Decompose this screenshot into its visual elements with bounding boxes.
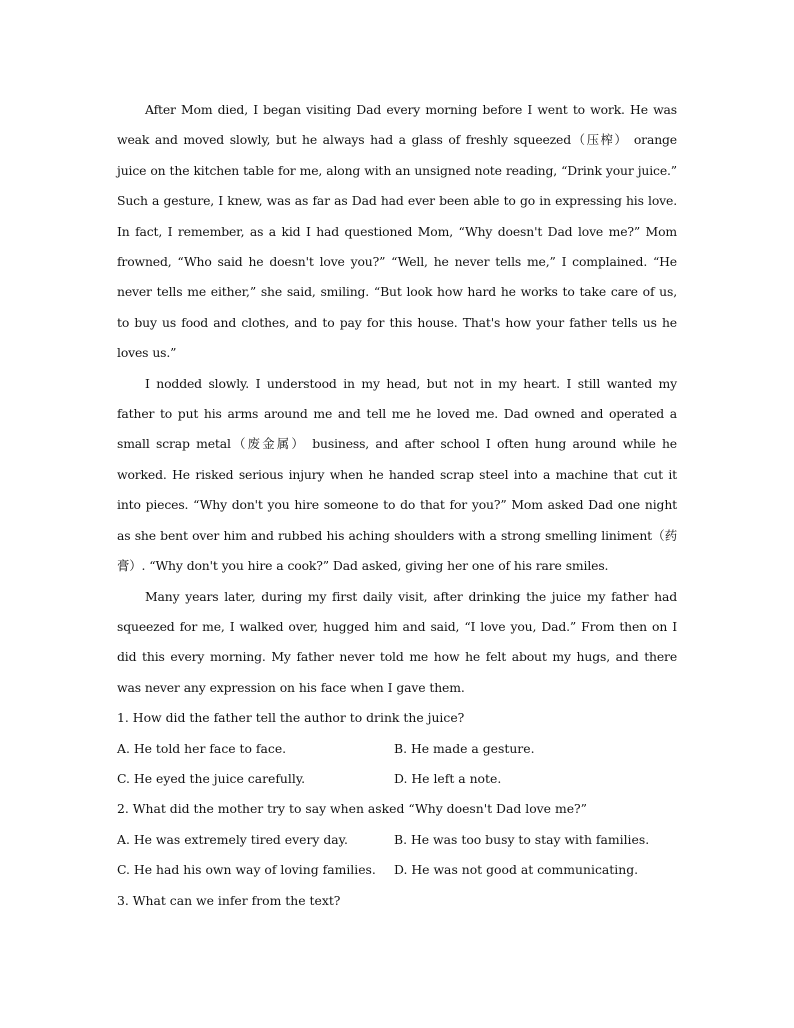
question-2-option-b: B. He was too busy to stay with families. [394, 831, 650, 847]
question-3-stem: 3. What can we infer from the text? [117, 892, 341, 908]
question-1-options-row-1 [117, 734, 677, 764]
question-2-options-row-2 [117, 855, 677, 885]
document-page [117, 95, 677, 916]
question-1-option-c: C. He eyed the juice carefully. [117, 770, 306, 786]
question-3 [117, 886, 677, 916]
passage-paragraph-3: Many years later, during my first daily visit, after drinking the juice my father had squeezed for me, I walked over, hugged him and said, “I love you, Dad.” From then on I did this every morning. My father never told me how he felt about my hugs, and there was never any expression on his face when I gave them. [117, 588, 677, 695]
passage-paragraph-2: I nodded slowly. I understood in my head, but not in my heart. I still wanted my father to put his arms around me and tell me he loved me. Dad owned and operated a small scrap metal（废金属） business, and after school I often hung around while he worked. He risked serious injury when he handed scrap steel into a machine that cut it into pieces. “Why don't you hire someone to do that for you?” Mom asked Dad one night as she bent over him and rubbed his aching shoulders with a strong smelling liniment（药膏）. “Why don't you hire a cook?” Dad asked, giving her one of his rare smiles. [117, 375, 677, 574]
question-1 [117, 703, 677, 794]
question-1-option-b: B. He made a gesture. [394, 740, 535, 756]
question-2-option-a: A. He was extremely tired every day. [117, 831, 348, 847]
question-1-option-d: D. He left a note. [394, 770, 502, 786]
question-1-options-row-2 [117, 764, 677, 794]
question-1-option-a: A. He told her face to face. [117, 740, 287, 756]
question-2-options-row-1 [117, 825, 677, 855]
question-2-option-d: D. He was not good at communicating. [394, 862, 639, 878]
question-2-stem: 2. What did the mother try to say when asked “Why doesn't Dad love me?” [117, 801, 588, 817]
question-2 [117, 794, 677, 885]
question-2-option-c: C. He had his own way of loving families. [117, 862, 376, 878]
passage-paragraph-1: After Mom died, I began visiting Dad every morning before I went to work. He was weak and moved slowly, but he always had a glass of freshly squeezed（压榨） orange juice on the kitchen table for me, along with an unsigned note reading, “Drink your juice.” Such a gesture, I knew, was as far as Dad had ever been able to go in expressing his love. In fact, I remember, as a kid I had questioned Mom, “Why doesn't Dad love me?” Mom frowned, “Who said he doesn't love you?” “Well, he never tells me,” I complained. “He never tells me either,” she said, smiling. “But look how hard he works to take care of us, to buy us food and clothes, and to pay for this house. That's how your father tells us he loves us.” [117, 102, 677, 361]
question-1-stem: 1. How did the father tell the author to drink the juice? [117, 710, 465, 726]
